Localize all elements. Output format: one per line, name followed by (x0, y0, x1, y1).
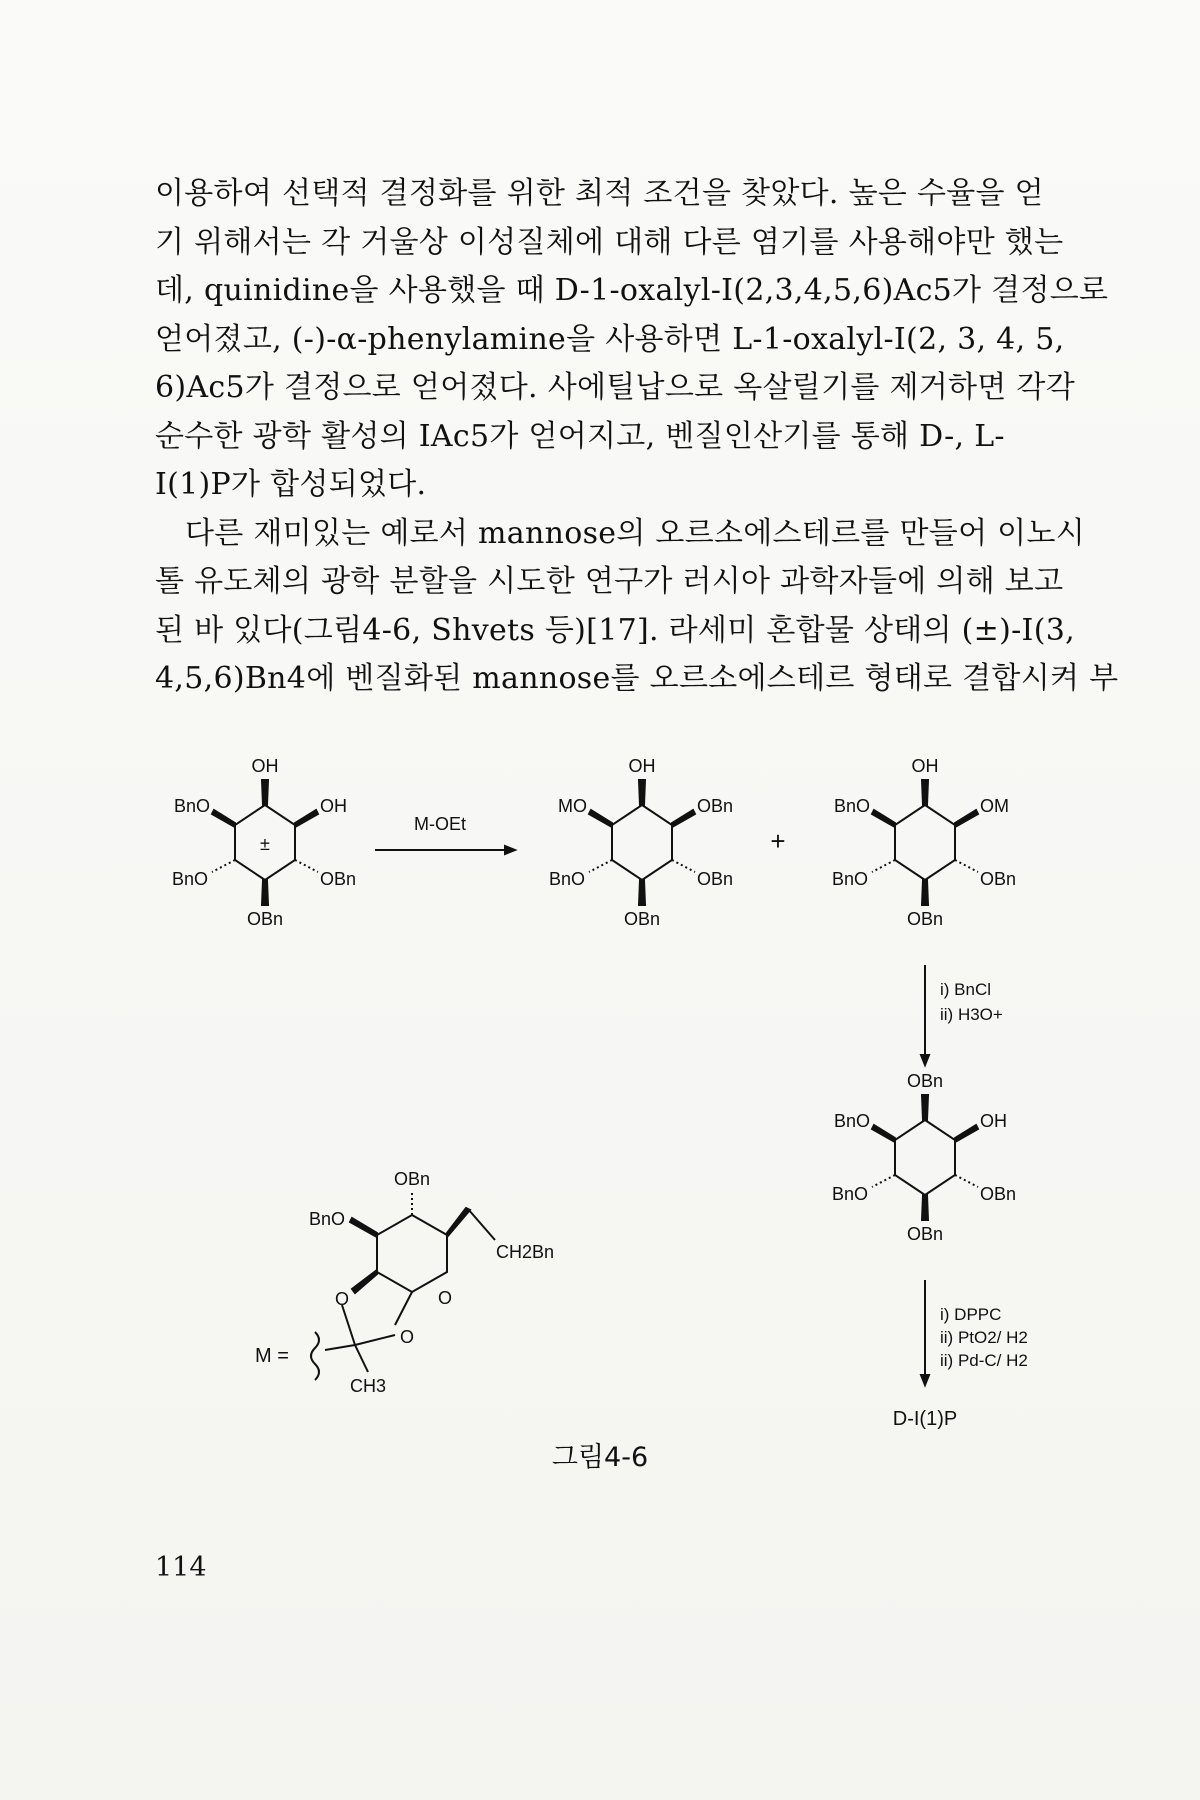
molecule-diastereomer-b (872, 780, 978, 905)
reaction-arrowhead (921, 1055, 929, 1065)
text-line: 순수한 광학 활성의 IAc5가 얻어지고, 벤질인산기를 통해 D-, L- (155, 418, 1005, 454)
label-obn: OBn (623, 909, 661, 929)
label-ring-o: O (400, 1327, 415, 1347)
condition-step2-i: i) DPPC (940, 1305, 1002, 1324)
label-mo: MO (558, 796, 587, 816)
text-line: 얻어졌고, (-)-α-phenylamine을 사용하면 L-1-oxalyl-I(2, 3, 4, 5, (155, 321, 1065, 357)
label-bno: BnO (833, 796, 870, 816)
text-line: 이용하여 선택적 결정화를 위한 최적 조건을 찾았다. 높은 수율을 얻 (155, 176, 1044, 211)
label-obn: OBn (393, 1169, 431, 1189)
label-ring-o: O (438, 1288, 453, 1308)
condition-step1-ii: ii) H3O+ (940, 1005, 1003, 1024)
label-ring-o: O (335, 1289, 350, 1309)
label-plus: + (770, 826, 786, 856)
label-bno: BnO (833, 1111, 870, 1131)
label-obn: OBn (246, 909, 284, 929)
label-bno: BnO (171, 869, 208, 889)
text-line: I(1)P가 합성되었다. (155, 467, 427, 502)
label-obn: OBn (906, 1071, 944, 1091)
label-obn: OBn (320, 869, 357, 889)
text-line: 된 바 있다(그림4-6, Shvets 등)[17]. 라세미 혼합물 상태의 (±)-I(3, (155, 612, 1075, 648)
text-line: 6)Ac5가 결정으로 얻어졌다. 사에틸납으로 옥살릴기를 제거하면 각각 (155, 370, 1075, 405)
text-line: 톨 유도체의 광학 분할을 시도한 연구가 러시아 과학자들에 의해 보고 (155, 564, 1064, 599)
label-obn: OBn (980, 869, 1017, 889)
condition-step2-ii: ii) PtO2/ H2 (940, 1328, 1028, 1347)
label-ch3: CH3 (349, 1376, 387, 1396)
label-bno: BnO (173, 796, 210, 816)
label-obn: OBn (980, 1184, 1017, 1204)
text-line: 데, quinidine을 사용했을 때 D-1-oxalyl-I(2,3,4,5,6)Ac5가 결정으로 (155, 273, 1109, 308)
label-oh: OH (980, 1111, 1007, 1131)
condition-step1-i: i) BnCl (940, 980, 992, 999)
label-obn: OBn (906, 909, 944, 929)
label-oh: OH (628, 756, 656, 776)
reaction-arrowhead (921, 1375, 929, 1385)
label-bno: BnO (831, 869, 868, 889)
molecule-diastereomer-a (589, 780, 695, 905)
reaction-arrowhead (505, 846, 515, 854)
text-line: 다른 재미있는 예로서 mannose의 오르소에스테르를 만들어 이노시 (185, 515, 1086, 551)
figure-caption: 그림4-6 (551, 1442, 649, 1473)
label-bno: BnO (308, 1209, 345, 1229)
label-obn: OBn (906, 1224, 944, 1244)
label-ch2bn: CH2Bn (496, 1242, 555, 1262)
label-oh: OH (251, 756, 279, 776)
page-number: 114 (155, 1552, 207, 1583)
label-bno: BnO (548, 869, 585, 889)
label-final-product: D-I(1)P (892, 1408, 958, 1430)
label-obn: OBn (697, 869, 734, 889)
label-bno: BnO (831, 1184, 868, 1204)
label-oh: OH (320, 796, 347, 816)
text-line: 4,5,6)Bn4에 벤질화된 mannose를 오르소에스테르 형태로 결합시켜 부 (155, 661, 1119, 696)
label-om: OM (980, 796, 1009, 816)
label-oh: OH (911, 756, 939, 776)
text-line: 기 위해서는 각 거울상 이성질체에 대해 다른 염기를 사용해야만 했는 (155, 224, 1064, 260)
molecule-benzylated-intermediate (872, 1095, 978, 1220)
label-obn: OBn (697, 796, 734, 816)
label-m-equals: M = (255, 1345, 289, 1367)
label-reagent: M-OEt (414, 814, 466, 834)
label-racemic: ± (260, 834, 270, 854)
condition-step2-iii: ii) Pd-C/ H2 (940, 1351, 1028, 1370)
